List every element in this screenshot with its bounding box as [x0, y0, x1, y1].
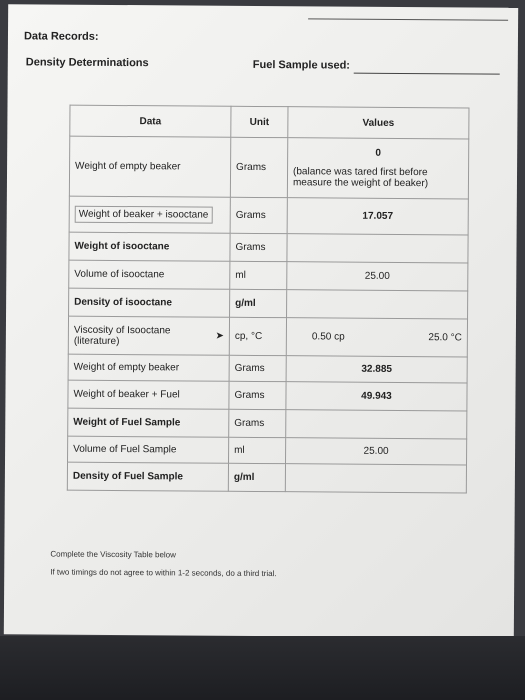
- table-row: [68, 380, 467, 411]
- row-value: [287, 138, 468, 199]
- temperature-value: 25.0 °C: [428, 332, 462, 344]
- value-note: (balance was tared first before measure the weight of beaker): [292, 166, 429, 190]
- dark-surface: [0, 636, 525, 700]
- table-row: [69, 136, 468, 199]
- row-value: [286, 410, 467, 439]
- row-value: [286, 318, 467, 357]
- row-unit: cp, °C: [229, 317, 286, 355]
- row-label: Weight of Fuel Sample: [68, 408, 229, 437]
- instruction-note-trials: If two timings do not agree to within 1-2 seconds, do a third trial.: [50, 567, 277, 579]
- row-label: [69, 196, 230, 233]
- row-unit: Grams: [230, 137, 287, 197]
- row-unit: g/ml: [230, 289, 287, 317]
- fuel-sample-label: Fuel Sample used:: [252, 58, 351, 72]
- table-row: [68, 436, 467, 465]
- section-title: Data Records:: [23, 30, 99, 43]
- table-row: [69, 196, 468, 235]
- row-unit: Grams: [230, 197, 287, 233]
- worksheet-page: [4, 4, 518, 638]
- value-zero: 0: [375, 147, 381, 159]
- row-label: Weight of beaker + Fuel: [68, 380, 229, 409]
- row-value: [287, 234, 468, 263]
- row-unit: Grams: [229, 409, 286, 437]
- row-label: Weight of empty beaker: [68, 354, 229, 381]
- row-unit: Grams: [230, 233, 287, 261]
- row-label-text: Weight of beaker + isooctane: [75, 206, 213, 224]
- row-value: 49.943: [286, 382, 467, 411]
- row-label: Weight of empty beaker: [69, 136, 230, 197]
- row-unit: ml: [230, 261, 287, 289]
- table-row: [68, 316, 467, 357]
- row-value: 17.057: [287, 198, 468, 235]
- row-value: 25.00: [287, 262, 468, 291]
- table-row: [69, 260, 468, 291]
- table-header-row: [70, 105, 469, 139]
- header-unit: Unit: [231, 106, 288, 137]
- header-data: Data: [70, 105, 231, 137]
- table-row: [69, 232, 468, 263]
- row-label: [68, 316, 229, 355]
- instruction-note: Complete the Viscosity Table below: [50, 549, 176, 560]
- row-label-text: Viscosity of Isooctane (literature): [73, 324, 171, 347]
- table-row: [67, 462, 466, 493]
- row-value: [287, 290, 468, 319]
- row-unit: Grams: [229, 355, 286, 381]
- top-rule: [308, 18, 508, 20]
- table-row: [68, 354, 467, 383]
- row-label: Volume of Fuel Sample: [68, 436, 229, 463]
- density-table: [67, 105, 470, 494]
- fuel-sample-blank: [354, 73, 500, 75]
- row-label: Density of isooctane: [69, 288, 230, 317]
- row-unit: g/ml: [228, 463, 285, 491]
- header-values: Values: [288, 107, 469, 139]
- row-value: [285, 464, 466, 493]
- row-value: 32.885: [286, 356, 467, 383]
- cursor-arrow-icon: ➤: [215, 330, 224, 342]
- row-value: 25.00: [286, 438, 467, 465]
- row-unit: Grams: [229, 381, 286, 409]
- row-unit: ml: [229, 437, 286, 463]
- row-label: Volume of isooctane: [69, 260, 230, 289]
- row-label: Density of Fuel Sample: [67, 462, 228, 491]
- row-label: Weight of isooctane: [69, 232, 230, 261]
- viscosity-value: 0.50 cp: [311, 331, 345, 343]
- table-row: [68, 408, 467, 439]
- table-row: [69, 288, 468, 319]
- subsection-title: Density Determinations: [25, 56, 149, 70]
